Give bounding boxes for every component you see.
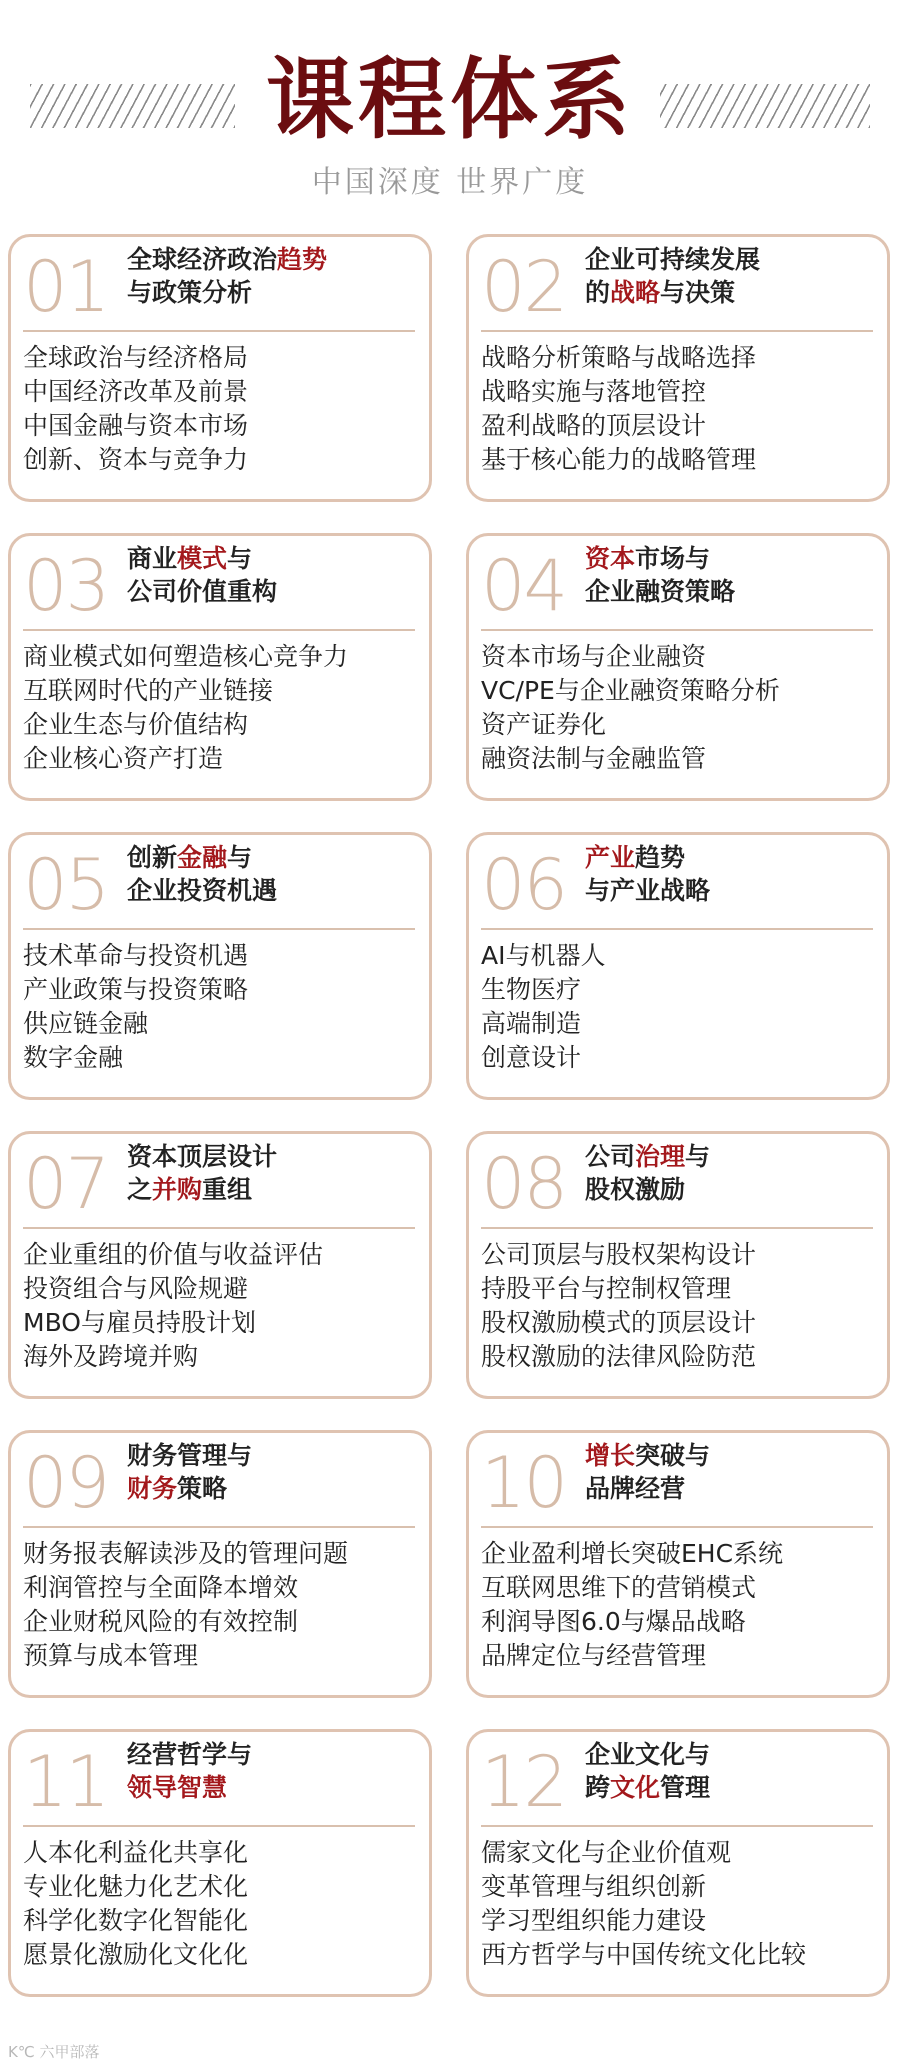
topic-item: 互联网时代的产业链接 bbox=[23, 676, 274, 705]
card-heading-line bbox=[127, 1472, 427, 1505]
course-card bbox=[466, 234, 890, 502]
heading-highlight: 文化 bbox=[610, 1773, 661, 1802]
card-heading-line bbox=[127, 1173, 427, 1206]
topic-item: 互联网思维下的营销模式 bbox=[481, 1573, 757, 1602]
topic-item: 资产证券化 bbox=[481, 710, 607, 739]
card-topic-list bbox=[23, 1836, 423, 1972]
heading-highlight: 增长 bbox=[585, 1441, 636, 1470]
course-card bbox=[8, 832, 432, 1100]
card-topic-list bbox=[481, 1537, 881, 1673]
topic-item: 海外及跨境并购 bbox=[23, 1342, 199, 1371]
topic-item: 高端制造 bbox=[481, 1009, 582, 1038]
card-number: 11 bbox=[23, 1741, 109, 1823]
card-number: 01 bbox=[23, 246, 109, 328]
card-heading bbox=[585, 1140, 885, 1206]
topic-item: MBO与雇员持股计划 bbox=[23, 1308, 256, 1337]
heading-text: 重组 bbox=[202, 1175, 253, 1204]
heading-text: 与 bbox=[227, 544, 253, 573]
heading-text: 资本顶层设计 bbox=[127, 1142, 278, 1171]
course-card bbox=[466, 533, 890, 801]
card-heading-line bbox=[585, 1738, 885, 1771]
card-heading-line bbox=[585, 874, 885, 907]
topic-item: 投资组合与风险规避 bbox=[23, 1274, 249, 1303]
card-number: 12 bbox=[481, 1741, 567, 1823]
card-divider bbox=[23, 1526, 415, 1528]
card-heading-line bbox=[585, 1140, 885, 1173]
heading-text: 财务管理与 bbox=[127, 1441, 253, 1470]
topic-item: 利润导图6.0与爆品战略 bbox=[481, 1607, 746, 1636]
card-divider bbox=[23, 1825, 415, 1827]
card-heading bbox=[127, 841, 427, 907]
topic-item: 预算与成本管理 bbox=[23, 1641, 199, 1670]
card-heading bbox=[127, 243, 427, 309]
heading-text: 与政策分析 bbox=[127, 278, 253, 307]
card-divider bbox=[481, 330, 873, 332]
heading-text: 股权激励 bbox=[585, 1175, 686, 1204]
heading-text: 的 bbox=[585, 278, 611, 307]
card-divider bbox=[481, 928, 873, 930]
heading-text: 趋势 bbox=[635, 843, 686, 872]
heading-text: 与 bbox=[227, 843, 253, 872]
card-heading-line bbox=[585, 276, 885, 309]
topic-item: 融资法制与金融监管 bbox=[481, 744, 707, 773]
card-topic-list bbox=[481, 939, 881, 1075]
topic-item: 中国经济改革及前景 bbox=[23, 377, 249, 406]
heading-text: 品牌经营 bbox=[585, 1474, 686, 1503]
topic-item: 品牌定位与经营管理 bbox=[481, 1641, 707, 1670]
topic-item: 股权激励模式的顶层设计 bbox=[481, 1308, 757, 1337]
topic-item: 战略实施与落地管控 bbox=[481, 377, 707, 406]
topic-item: 学习型组织能力建设 bbox=[481, 1906, 707, 1935]
page-subtitle: 中国深度 世界广度 bbox=[311, 165, 589, 200]
card-topic-list bbox=[23, 1238, 423, 1374]
card-heading bbox=[585, 542, 885, 608]
card-topic-list bbox=[481, 341, 881, 477]
card-number: 04 bbox=[481, 545, 567, 627]
card-heading-line bbox=[585, 575, 885, 608]
card-heading-line bbox=[127, 575, 427, 608]
card-heading bbox=[585, 1439, 885, 1505]
topic-item: 技术革命与投资机遇 bbox=[23, 941, 249, 970]
card-heading-line bbox=[127, 1140, 427, 1173]
heading-text: 商业 bbox=[127, 544, 178, 573]
topic-item: 资本市场与企业融资 bbox=[481, 642, 707, 671]
card-topic-list bbox=[23, 1537, 423, 1673]
card-divider bbox=[481, 1526, 873, 1528]
heading-text: 创新 bbox=[127, 843, 178, 872]
hatch-decoration-left bbox=[30, 84, 235, 128]
card-topic-list bbox=[481, 1238, 881, 1374]
heading-text: 突破与 bbox=[635, 1441, 711, 1470]
card-heading-line bbox=[127, 1771, 427, 1804]
card-number: 03 bbox=[23, 545, 109, 627]
card-topic-list bbox=[23, 640, 423, 776]
topic-item: 股权激励的法律风险防范 bbox=[481, 1342, 757, 1371]
heading-text: 跨 bbox=[585, 1773, 611, 1802]
topic-item: 生物医疗 bbox=[481, 975, 582, 1004]
heading-text: 企业可持续发展 bbox=[585, 245, 761, 274]
card-topic-list bbox=[23, 341, 423, 477]
topic-item: 企业盈利增长突破EHC系统 bbox=[481, 1539, 784, 1568]
heading-text: 经营哲学与 bbox=[127, 1740, 253, 1769]
heading-text: 与产业战略 bbox=[585, 876, 711, 905]
topic-item: 创意设计 bbox=[481, 1043, 582, 1072]
card-heading-line bbox=[585, 841, 885, 874]
card-heading-line bbox=[585, 542, 885, 575]
heading-highlight: 财务 bbox=[127, 1474, 178, 1503]
topic-item: 变革管理与组织创新 bbox=[481, 1872, 707, 1901]
card-heading-line bbox=[127, 841, 427, 874]
card-heading bbox=[585, 1738, 885, 1804]
heading-highlight: 治理 bbox=[635, 1142, 686, 1171]
course-card bbox=[8, 1131, 432, 1399]
topic-item: 战略分析策略与战略选择 bbox=[481, 343, 757, 372]
topic-item: 企业生态与价值结构 bbox=[23, 710, 249, 739]
topic-item: 财务报表解读涉及的管理问题 bbox=[23, 1539, 349, 1568]
card-number: 08 bbox=[481, 1143, 567, 1225]
course-card bbox=[8, 1430, 432, 1698]
topic-item: 公司顶层与股权架构设计 bbox=[481, 1240, 757, 1269]
heading-highlight: 资本 bbox=[585, 544, 636, 573]
card-heading-line bbox=[127, 1439, 427, 1472]
topic-item: 创新、资本与竞争力 bbox=[23, 445, 249, 474]
heading-text: 之 bbox=[127, 1175, 153, 1204]
card-heading-line bbox=[585, 1771, 885, 1804]
topic-item: 儒家文化与企业价值观 bbox=[481, 1838, 732, 1867]
topic-item: 产业政策与投资策略 bbox=[23, 975, 249, 1004]
heading-text: 与 bbox=[685, 1142, 711, 1171]
card-heading bbox=[127, 1140, 427, 1206]
heading-text: 公司 bbox=[585, 1142, 636, 1171]
card-heading-line bbox=[585, 1439, 885, 1472]
topic-item: 商业模式如何塑造核心竞争力 bbox=[23, 642, 349, 671]
topic-item: 人本化利益化共享化 bbox=[23, 1838, 249, 1867]
course-card bbox=[8, 533, 432, 801]
topic-item: 基于核心能力的战略管理 bbox=[481, 445, 757, 474]
topic-item: 专业化魅力化艺术化 bbox=[23, 1872, 249, 1901]
heading-highlight: 并购 bbox=[152, 1175, 203, 1204]
topic-item: 数字金融 bbox=[23, 1043, 124, 1072]
course-card bbox=[8, 234, 432, 502]
card-divider bbox=[481, 1227, 873, 1229]
card-heading-line bbox=[585, 1173, 885, 1206]
course-card bbox=[466, 832, 890, 1100]
card-number: 02 bbox=[481, 246, 567, 328]
card-divider bbox=[23, 1227, 415, 1229]
watermark-logo: K℃ 六甲部落 bbox=[8, 2043, 100, 2061]
heading-text: 管理 bbox=[660, 1773, 711, 1802]
card-number: 10 bbox=[481, 1442, 567, 1524]
card-heading-line bbox=[127, 874, 427, 907]
topic-item: VC/PE与企业融资策略分析 bbox=[481, 676, 780, 705]
card-heading bbox=[585, 841, 885, 907]
heading-highlight: 领导智慧 bbox=[127, 1773, 228, 1802]
heading-text: 市场与 bbox=[635, 544, 711, 573]
topic-item: 企业财税风险的有效控制 bbox=[23, 1607, 299, 1636]
topic-item: 全球政治与经济格局 bbox=[23, 343, 249, 372]
topic-item: 盈利战略的顶层设计 bbox=[481, 411, 707, 440]
card-divider bbox=[23, 928, 415, 930]
card-number: 05 bbox=[23, 844, 109, 926]
heading-highlight: 模式 bbox=[177, 544, 228, 573]
topic-item: AI与机器人 bbox=[481, 941, 606, 970]
card-heading-line bbox=[585, 1472, 885, 1505]
course-card bbox=[466, 1430, 890, 1698]
card-divider bbox=[23, 629, 415, 631]
course-card bbox=[466, 1131, 890, 1399]
topic-item: 企业重组的价值与收益评估 bbox=[23, 1240, 324, 1269]
heading-highlight: 金融 bbox=[177, 843, 228, 872]
card-heading-line bbox=[585, 243, 885, 276]
hatch-decoration-right bbox=[660, 84, 870, 128]
card-heading bbox=[127, 1439, 427, 1505]
heading-text: 企业融资策略 bbox=[585, 577, 736, 606]
card-number: 07 bbox=[23, 1143, 109, 1225]
topic-item: 科学化数字化智能化 bbox=[23, 1906, 249, 1935]
card-heading-line bbox=[127, 1738, 427, 1771]
page-title: 课程体系 bbox=[265, 48, 634, 151]
card-heading-line bbox=[127, 276, 427, 309]
heading-text: 全球经济政治 bbox=[127, 245, 278, 274]
heading-text: 公司价值重构 bbox=[127, 577, 278, 606]
card-divider bbox=[481, 1825, 873, 1827]
heading-text: 企业投资机遇 bbox=[127, 876, 278, 905]
heading-highlight: 战略 bbox=[610, 278, 661, 307]
heading-text: 与决策 bbox=[660, 278, 736, 307]
topic-item: 供应链金融 bbox=[23, 1009, 149, 1038]
topic-item: 利润管控与全面降本增效 bbox=[23, 1573, 299, 1602]
topic-item: 中国金融与资本市场 bbox=[23, 411, 249, 440]
card-divider bbox=[481, 629, 873, 631]
topic-item: 持股平台与控制权管理 bbox=[481, 1274, 732, 1303]
card-heading-line bbox=[127, 243, 427, 276]
card-heading bbox=[127, 1738, 427, 1804]
topic-item: 企业核心资产打造 bbox=[23, 744, 224, 773]
heading-highlight: 趋势 bbox=[277, 245, 328, 274]
heading-highlight: 产业 bbox=[585, 843, 636, 872]
topic-item: 愿景化激励化文化化 bbox=[23, 1940, 249, 1969]
card-heading bbox=[127, 542, 427, 608]
card-topic-list bbox=[23, 939, 423, 1075]
topic-item: 西方哲学与中国传统文化比较 bbox=[481, 1940, 807, 1969]
heading-text: 企业文化与 bbox=[585, 1740, 711, 1769]
card-heading bbox=[585, 243, 885, 309]
card-topic-list bbox=[481, 640, 881, 776]
page-header bbox=[0, 0, 900, 220]
card-heading-line bbox=[127, 542, 427, 575]
course-card bbox=[466, 1729, 890, 1997]
course-card bbox=[8, 1729, 432, 1997]
card-number: 06 bbox=[481, 844, 567, 926]
card-divider bbox=[23, 330, 415, 332]
card-topic-list bbox=[481, 1836, 881, 1972]
card-number: 09 bbox=[23, 1442, 109, 1524]
heading-text: 策略 bbox=[177, 1474, 228, 1503]
